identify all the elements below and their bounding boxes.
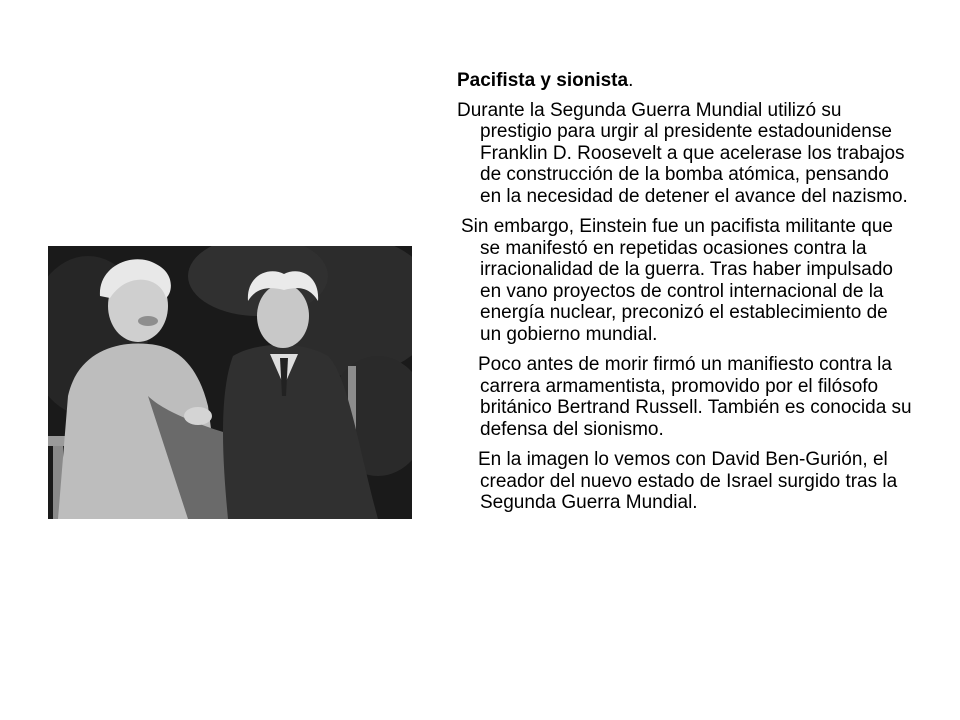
paragraph-2: Sin embargo, Einstein fue un pacifista militante que se manifestó en repetidas ocasiones contra la irracionalidad de la guerra. Tras haber impulsado en vano proyectos de control internacional de la energía nuclear, preconizó el establecimiento de un gobierno mundial. (461, 216, 893, 345)
article-title (457, 70, 913, 92)
historical-photo (48, 246, 412, 519)
article-title-bold: Pacifista y sionista (457, 70, 629, 91)
paragraph-4: En la imagen lo vemos con David Ben-Gurión, el creador del nuevo estado de Israel surgido tras la Segunda Guerra Mundial. (478, 449, 898, 513)
article-title-tail: . (628, 70, 634, 91)
paragraph-1: Durante la Segunda Guerra Mundial utilizó su prestigio para urgir al presidente estadounidense Franklin D. Roosevelt a que acelerase los trabajos de construcción de la bomba atómica, pensando en la necesidad de detener el avance del nazismo. (457, 99, 908, 207)
article-text (453, 70, 913, 514)
photo-illustration (48, 246, 412, 519)
paragraph-3: Poco antes de morir firmó un manifiesto contra la carrera armamentista, promovido por el filósofo británico Bertrand Russell. También es conocida su defensa del sionismo. (478, 354, 912, 440)
